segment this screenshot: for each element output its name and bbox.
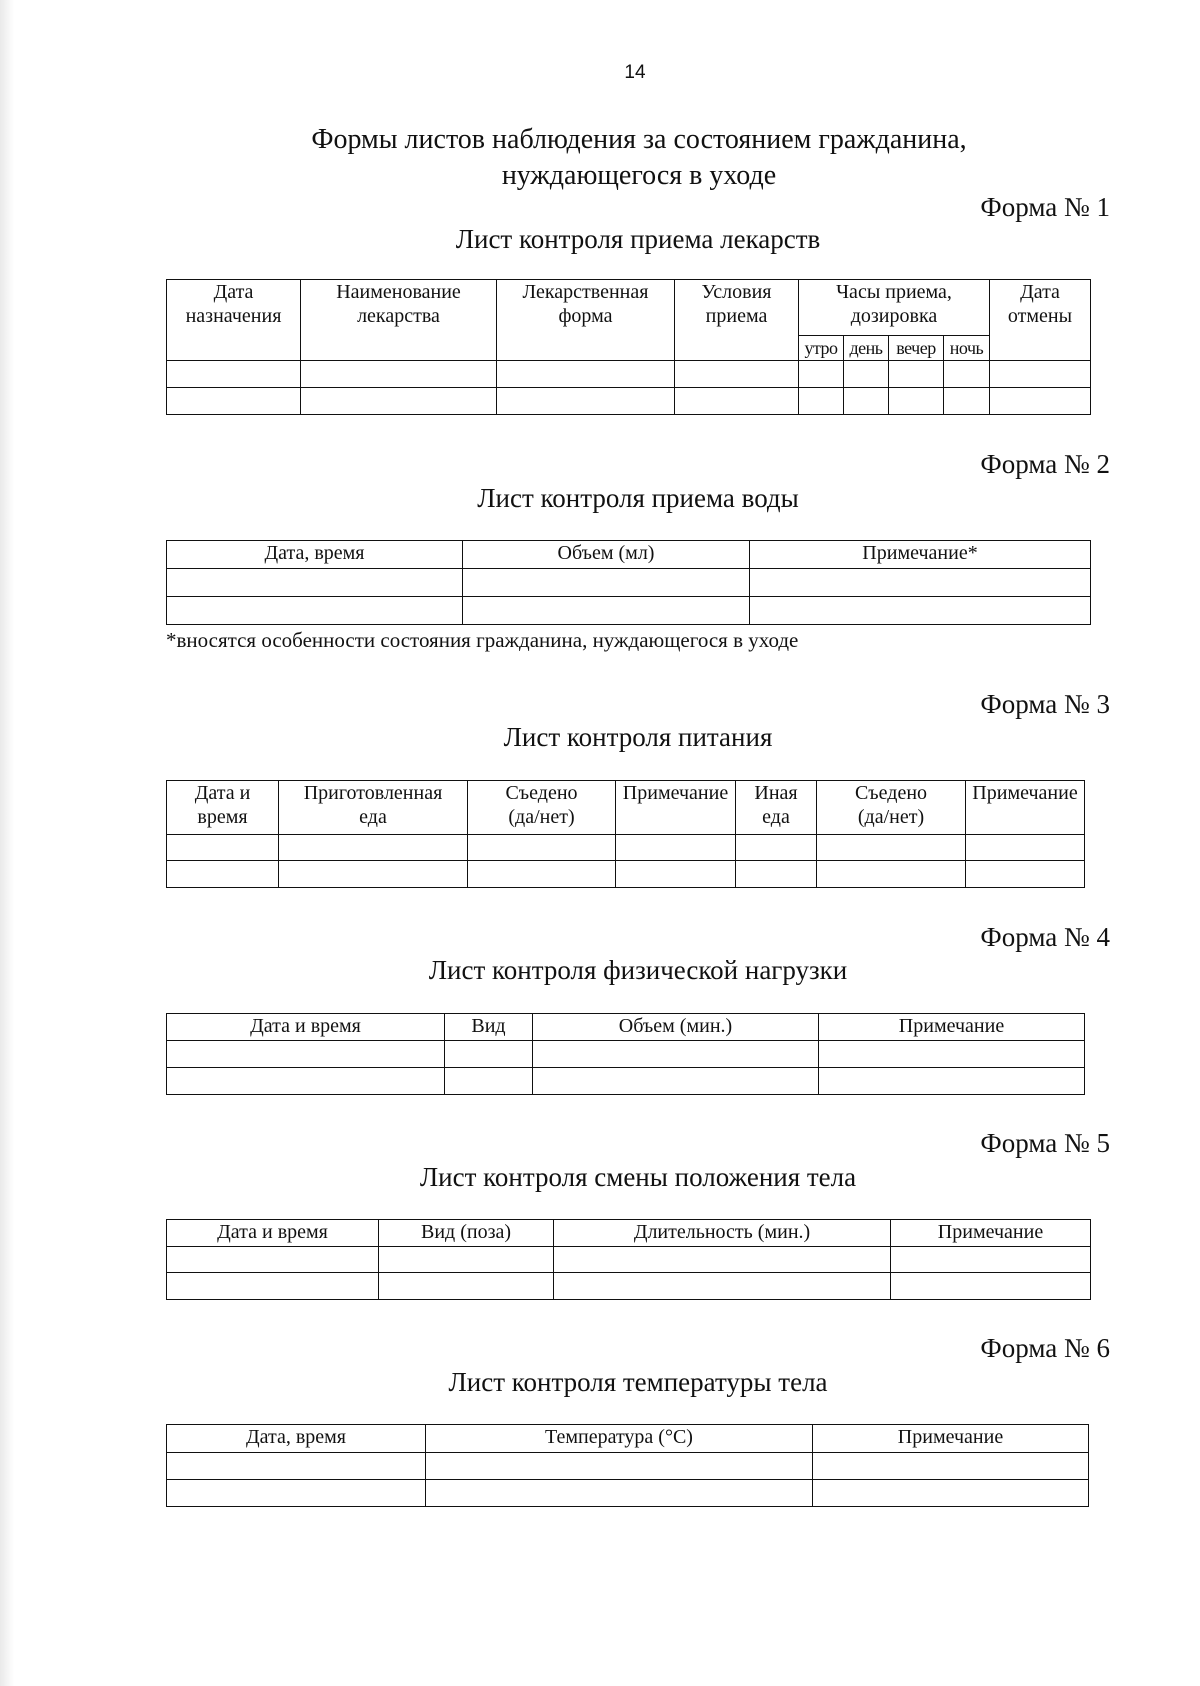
table-row [167,597,1091,625]
header-type: Вид [445,1014,533,1041]
table-cell [819,1041,1085,1068]
header-temperature: Температура (°С) [426,1425,813,1453]
header-text: Часы приема, [836,281,952,303]
header-text: Условия [701,281,772,303]
table-cell [799,388,844,415]
header-text: Лекарственная [522,281,649,303]
document-title [0,122,1200,194]
table-cell [463,597,750,625]
header-note: Примечание [891,1220,1091,1247]
table-cell [889,388,944,415]
header-text: Наименование [336,281,461,303]
header-evening: вечер [889,336,944,361]
form-6-title: Лист контроля температуры тела [448,1367,828,1397]
table-cell [750,597,1091,625]
table-cell [167,361,301,388]
table-cell [990,361,1091,388]
table-row [167,861,1085,888]
table-cell [736,835,817,861]
header-text: Дата [1020,281,1060,303]
form-3-title: Лист контроля питания [503,722,773,752]
form-1-table [166,279,1091,415]
form-5-label: Форма № 5 [980,1128,1110,1158]
table-cell [167,1247,379,1273]
header-morning: утро [799,336,844,361]
table-cell [944,388,990,415]
table-cell [889,361,944,388]
table-cell [167,597,463,625]
form-4-title: Лист контроля физической нагрузки [428,955,848,985]
document-title-line-1: Формы листов наблюдения за состоянием гражданина, [311,124,967,155]
header-day: день [844,336,889,361]
header-text: еда [359,806,387,828]
table-cell [445,1068,533,1095]
table-cell [379,1247,554,1273]
header-date-cancel [990,280,1091,361]
header-datetime: Дата и время [167,1014,445,1041]
table-row [167,1247,1091,1273]
header-text: еда [762,806,790,828]
table-cell [966,861,1085,888]
table-cell [799,361,844,388]
header-text: форма [558,305,613,327]
document-title-line-2: нуждающегося в уходе [501,160,777,191]
table-cell [891,1273,1091,1300]
header-text: время [197,806,248,828]
header-cooked-food [279,781,468,835]
header-note-2: Примечание [966,781,1085,835]
table-cell [750,569,1091,597]
table-cell [167,861,279,888]
header-dosage-form [497,280,675,361]
table-cell [554,1247,891,1273]
table-cell [279,861,468,888]
table-cell [817,835,966,861]
table-cell [167,388,301,415]
table-cell [944,361,990,388]
header-text: Съедено [854,782,928,804]
table-cell [966,835,1085,861]
table-cell [813,1453,1089,1480]
table-row [167,1041,1085,1068]
header-text: приема [705,305,768,327]
header-drug-name [301,280,497,361]
table-cell [167,835,279,861]
table-cell [819,1068,1085,1095]
form-1-title: Лист контроля приема лекарств [455,224,821,254]
table-cell [167,1068,445,1095]
header-duration: Длительность (мин.) [554,1220,891,1247]
page-number: 14 [624,62,646,83]
header-text: (да/нет) [857,806,925,828]
table-cell [817,861,966,888]
header-text: отмены [1007,305,1073,327]
form-2-title: Лист контроля приема воды [477,483,799,513]
header-text: Приготовленная [303,782,443,804]
header-duration: Объем (мин.) [533,1014,819,1041]
table-row [167,569,1091,597]
table-cell [554,1273,891,1300]
form-5-title: Лист контроля смены положения тела [419,1162,857,1192]
table-cell [379,1273,554,1300]
form-6-label: Форма № 6 [980,1333,1110,1363]
header-note-1: Примечание [616,781,736,835]
header-text: назначения [185,305,282,327]
header-note: Примечание* [750,541,1091,569]
table-cell [426,1453,813,1480]
table-cell [167,1453,426,1480]
header-date-assigned [167,280,301,361]
table-cell [426,1480,813,1507]
header-eaten-2 [817,781,966,835]
table-cell [616,861,736,888]
header-text: Съедено [505,782,578,804]
header-datetime: Дата и время [167,1220,379,1247]
table-cell [533,1041,819,1068]
header-conditions [675,280,799,361]
header-note: Примечание [819,1014,1085,1041]
table-cell [675,361,799,388]
table-cell [497,388,675,415]
table-cell [616,835,736,861]
table-cell [675,388,799,415]
form-2-label: Форма № 2 [980,449,1110,479]
header-datetime: Дата, время [167,541,463,569]
table-row [167,1068,1085,1095]
form-2-table [166,540,1091,625]
table-row [167,1273,1091,1300]
header-other-food [736,781,817,835]
form-2-footnote: *вносятся особенности состояния гражданина, нуждающегося в уходе [166,628,799,652]
header-text: дозировка [850,305,938,327]
table-cell [301,361,497,388]
table-cell [497,361,675,388]
header-text: лекарства [357,305,440,327]
form-5-table [166,1219,1091,1300]
header-note: Примечание [813,1425,1089,1453]
header-datetime: Дата, время [167,1425,426,1453]
table-cell [990,388,1091,415]
table-row [167,361,1091,388]
table-cell [736,861,817,888]
header-datetime [167,781,279,835]
table-row [167,1480,1089,1507]
header-text: Иная [754,782,798,804]
header-text: Дата и [194,782,251,804]
header-text: Дата [213,281,254,303]
table-cell [468,861,616,888]
form-4-label: Форма № 4 [980,922,1110,952]
form-6-table [166,1424,1089,1507]
table-cell [468,835,616,861]
table-cell [813,1480,1089,1507]
table-cell [463,569,750,597]
table-cell [891,1247,1091,1273]
header-pose: Вид (поза) [379,1220,554,1247]
table-cell [167,1273,379,1300]
form-3-table [166,780,1085,888]
table-cell [167,1041,445,1068]
table-cell [445,1041,533,1068]
table-cell [301,388,497,415]
table-cell [844,361,889,388]
table-row [167,1453,1089,1480]
table-cell [533,1068,819,1095]
form-4-table [166,1013,1085,1095]
header-volume: Объем (мл) [463,541,750,569]
header-night: ночь [944,336,990,361]
table-cell [167,1480,426,1507]
table-cell [167,569,463,597]
form-3-label: Форма № 3 [980,689,1110,719]
table-row [167,388,1091,415]
form-1-label: Форма № 1 [980,192,1110,222]
header-eaten-1 [468,781,616,835]
table-cell [844,388,889,415]
table-row [167,835,1085,861]
table-cell [279,835,468,861]
header-text: (да/нет) [508,806,575,828]
header-hours-dosage [799,280,990,336]
